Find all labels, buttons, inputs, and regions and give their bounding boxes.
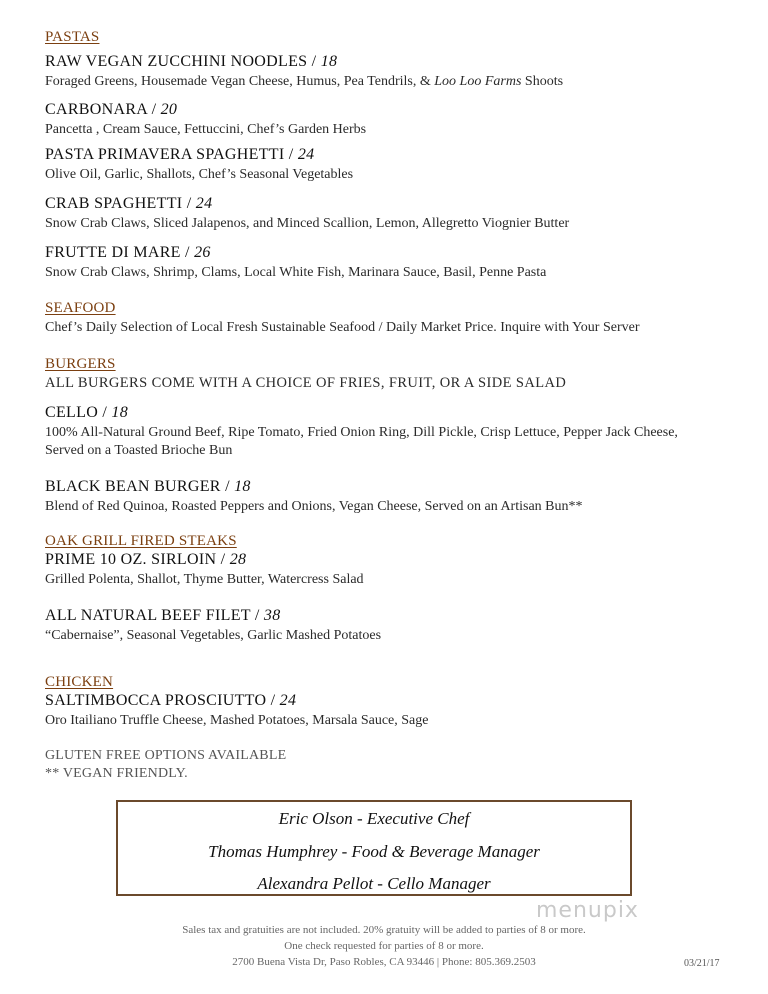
item-price: 20 xyxy=(160,101,178,118)
item-description: Oro Itailiano Truffle Cheese, Mashed Potatoes, Marsala Sauce, Sage xyxy=(45,713,429,728)
item-name: BLACK BEAN BURGER / xyxy=(45,478,235,495)
item-name: SALTIMBOCCA PROSCIUTTO / xyxy=(45,692,280,709)
item-name: CARBONARA / xyxy=(45,101,161,118)
item-description: Blend of Red Quinoa, Roasted Peppers and Onions, Vegan Cheese, Served on an Artisan Bun** xyxy=(45,499,583,514)
staff-box xyxy=(116,800,632,896)
item-description: Served on a Toasted Brioche Bun xyxy=(45,443,233,458)
item-description: Grilled Polenta, Shallot, Thyme Butter, Watercress Salad xyxy=(45,572,364,587)
section-steaks-heading: OAK GRILL FIRED STEAKS xyxy=(45,533,237,549)
staff-fb-manager: Thomas Humphrey - Food & Beverage Manager xyxy=(208,842,540,861)
item-description: 100% All-Natural Ground Beef, Ripe Tomato, Fried Onion Ring, Dill Pickle, Crisp Lettuce, Pepper Jack Cheese, xyxy=(45,425,678,440)
menu-item-black-bean-burger xyxy=(45,478,251,496)
menu-item-carbonara xyxy=(45,101,177,119)
item-name: FRUTTE DI MARE / xyxy=(45,244,195,261)
section-burgers-heading: BURGERS xyxy=(45,356,116,372)
item-description: Snow Crab Claws, Shrimp, Clams, Local White Fish, Marinara Sauce, Basil, Penne Pasta xyxy=(45,265,547,280)
staff-executive-chef: Eric Olson - Executive Chef xyxy=(278,809,470,828)
item-name: PASTA PRIMAVERA SPAGHETTI / xyxy=(45,146,298,163)
menu-item-cello xyxy=(45,404,128,422)
menu-item-sirloin xyxy=(45,551,246,569)
item-name: PRIME 10 OZ. SIRLOIN / xyxy=(45,551,230,568)
section-seafood-heading: SEAFOOD xyxy=(45,300,116,316)
footer-check-note: One check requested for parties of 8 or more. xyxy=(284,940,484,952)
staff-cello-manager: Alexandra Pellot - Cello Manager xyxy=(257,874,491,893)
item-description: Snow Crab Claws, Sliced Jalapenos, and Minced Scallion, Lemon, Allegretto Viognier Butter xyxy=(45,216,570,231)
gluten-free-note: GLUTEN FREE OPTIONS AVAILABLE xyxy=(45,748,287,763)
section-chicken-heading: CHICKEN xyxy=(45,674,114,690)
item-price: 28 xyxy=(229,551,247,568)
watermark-logo: menupix xyxy=(536,898,639,923)
menu-item-beef-filet xyxy=(45,607,281,625)
seafood-description: Chef’s Daily Selection of Local Fresh Sustainable Seafood / Daily Market Price. Inquire with Your Server xyxy=(45,320,640,335)
item-name: ALL NATURAL BEEF FILET / xyxy=(45,607,264,624)
item-description: Olive Oil, Garlic, Shallots, Chef’s Seasonal Vegetables xyxy=(45,167,354,182)
desc-farm-name: Loo Loo Farms xyxy=(434,74,522,89)
footer-tax-note: Sales tax and gratuities are not included. 20% gratuity will be added to parties of 8 or more. xyxy=(182,924,586,936)
item-description: Pancetta , Cream Sauce, Fettuccini, Chef’s Garden Herbs xyxy=(45,122,367,137)
burgers-intro: ALL BURGERS COME WITH A CHOICE OF FRIES, FRUIT, OR A SIDE SALAD xyxy=(45,375,567,391)
item-description xyxy=(45,74,563,90)
item-name: CELLO / xyxy=(45,404,112,421)
menu-item-frutte-di-mare xyxy=(45,244,211,262)
item-price: 24 xyxy=(279,692,297,709)
item-price: 24 xyxy=(297,146,315,163)
item-price: 18 xyxy=(320,53,338,70)
menu-item-saltimbocca xyxy=(45,692,296,710)
menu-date: 03/21/17 xyxy=(684,958,720,969)
item-description: “Cabernaise”, Seasonal Vegetables, Garlic Mashed Potatoes xyxy=(45,628,382,643)
item-price: 18 xyxy=(111,404,129,421)
item-price: 18 xyxy=(234,478,251,495)
desc-part: Shoots xyxy=(521,74,564,89)
menu-item-zucchini-noodles xyxy=(45,53,337,71)
section-pastas-heading: PASTAS xyxy=(45,29,100,45)
menu-item-crab-spaghetti xyxy=(45,195,212,213)
item-price: 24 xyxy=(195,195,213,212)
item-price: 26 xyxy=(194,244,211,261)
desc-part: Foraged Greens, Housemade Vegan Cheese, Humus, Pea Tendrils, & xyxy=(45,74,435,89)
footer-address: 2700 Buena Vista Dr, Paso Robles, CA 93446 | Phone: 805.369.2503 xyxy=(232,956,536,968)
item-name: RAW VEGAN ZUCCHINI NOODLES / xyxy=(45,53,321,70)
item-price: 38 xyxy=(263,607,281,624)
item-name: CRAB SPAGHETTI / xyxy=(45,195,196,212)
vegan-note: ** VEGAN FRIENDLY. xyxy=(45,766,188,781)
menu-item-primavera xyxy=(45,146,314,164)
